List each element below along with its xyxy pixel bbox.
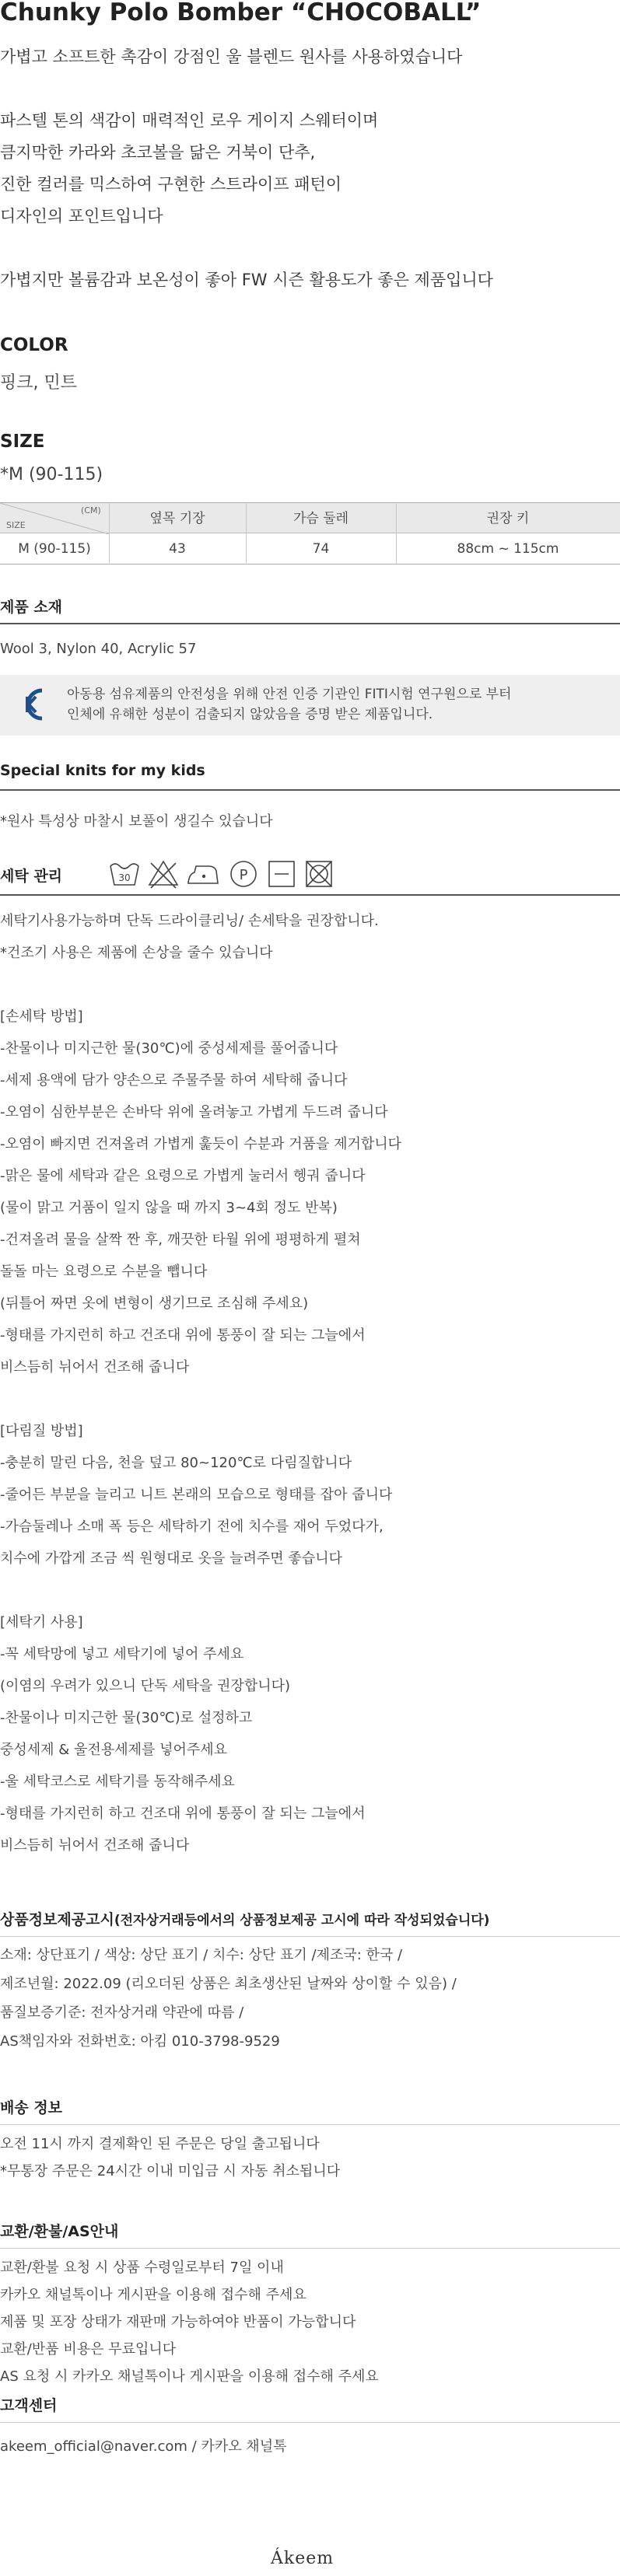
care-line: -줄어든 부분을 늘리고 니트 본래의 모습으로 형태를 잡아 줍니다	[0, 1487, 393, 1503]
section-divider	[0, 2124, 620, 2125]
care-line: -형태를 가지런히 하고 건조대 위에 통풍이 잘 되는 그늘에서	[0, 1327, 366, 1344]
size-row-label: M (90-115)	[18, 541, 91, 557]
cs-heading: 고객센터	[0, 2397, 58, 2414]
care-line: -오염이 심한부분은 손바닥 위에 올려놓고 가볍게 두드려 줍니다	[0, 1104, 388, 1120]
care-line: [손세탁 방법]	[0, 1008, 83, 1025]
no-bleach-icon	[146, 858, 180, 890]
dry-clean-letter: P	[239, 867, 248, 883]
care-line: -울 세탁코스로 세탁기를 동작해주세요	[0, 1774, 235, 1790]
no-tumble-dry-icon	[303, 858, 335, 890]
kc-text-line: 인체에 유해한 성분이 검출되지 않았음을 증명 받은 제품입니다.	[67, 707, 433, 722]
exchange-line: 카카오 채널톡이나 게시판을 이용해 접수해 주세요	[0, 2287, 306, 2303]
notice-line: 소재: 상단표기 / 색상: 상단 표기 / 치수: 상단 표기 /제조국: 한국 /	[0, 1947, 403, 1963]
care-line: -가슴둘레나 소매 폭 등은 세탁하기 전에 치수를 재어 두었다가,	[0, 1519, 384, 1535]
size-col-header: 가슴 둘레	[292, 511, 349, 526]
care-line: -맑은 물에 세탁과 같은 요령으로 가볍게 눌러서 헹궈 줍니다	[0, 1168, 366, 1184]
kids-heading: Special knits for my kids	[0, 762, 205, 779]
size-cell: 74	[312, 541, 330, 557]
care-line: 세탁기사용가능하며 단독 드라이클리닝/ 손세탁을 권장합니다.	[0, 913, 379, 929]
kc-text-line: 아동용 섬유제품의 안전성을 위해 안전 인증 기관인 FITI시험 연구원으로 부터	[67, 687, 512, 702]
material-heading: 제품 소재	[0, 599, 63, 616]
size-col-header: 권장 키	[486, 511, 530, 526]
size-corner-unit: (CM)	[81, 505, 101, 516]
intro-line: 진한 컬러를 믹스하여 구현한 스트라이프 패턴이	[0, 175, 342, 194]
intro-line: 가볍고 소프트한 촉감이 강점인 울 블렌드 원사를 사용하였습니다	[0, 47, 463, 66]
shipping-line: *무통장 주문은 24시간 이내 미입금 시 자동 취소됩니다	[0, 2163, 341, 2179]
care-line: (이염의 우려가 있으니 단독 세탁을 권장합니다)	[0, 1678, 291, 1694]
care-line: -세제 용액에 담가 양손으로 주물주물 하여 세탁해 줍니다	[0, 1072, 348, 1089]
table-divider	[109, 502, 110, 564]
size-corner-label: SIZE	[6, 520, 26, 530]
kc-mark-icon	[19, 686, 50, 723]
care-line: [세탁기 사용]	[0, 1614, 83, 1631]
intro-line: 가볍지만 볼륨감과 보온성이 좋아 FW 시즌 활용도가 좋은 제품입니다	[0, 271, 493, 289]
section-divider	[0, 894, 620, 896]
shipping-line: 오전 11시 까지 결제확인 된 주문은 당일 출고됩니다	[0, 2136, 320, 2152]
intro-line: 큼지막한 카라와 초코볼을 닮은 거북이 단추,	[0, 143, 316, 162]
kids-note: *원사 특성상 마찰시 보풀이 생길수 있습니다	[0, 813, 273, 830]
kc-certification-text	[67, 684, 511, 725]
size-heading: SIZE	[0, 432, 45, 452]
dry-clean-p-icon	[227, 858, 260, 890]
table-divider	[396, 502, 397, 564]
kc-certification-box	[0, 675, 620, 736]
shipping-heading: 배송 정보	[0, 2099, 63, 2116]
cs-contact[interactable]: akeem_official@naver.com / 카카오 채널톡	[0, 2438, 287, 2455]
section-divider	[0, 1936, 620, 1937]
exchange-line: 교환/환불 요청 시 상품 수령일로부터 7일 이내	[0, 2260, 284, 2276]
section-divider	[0, 2248, 620, 2249]
section-divider	[0, 623, 620, 624]
care-line: -꼭 세탁망에 넣고 세탁기에 넣어 주세요	[0, 1646, 244, 1662]
exchange-heading: 교환/환불/AS안내	[0, 2223, 119, 2240]
size-table	[0, 502, 620, 564]
exchange-line: 제품 및 포장 상태가 재판매 가능하여야 반품이 가능합니다	[0, 2314, 356, 2330]
product-title: Chunky Polo Bomber “CHOCOBALL”	[0, 0, 482, 26]
care-line: 비스듬히 뉘어서 건조해 줍니다	[0, 1837, 190, 1854]
dry-flat-icon	[266, 858, 297, 890]
notice-line: 품질보증기준: 전자상거래 약관에 따름 /	[0, 2005, 244, 2021]
notice-heading	[0, 1908, 489, 1929]
notice-heading-bold: 상품정보제공고시	[0, 1911, 114, 1928]
care-line: 돌돌 마는 요령으로 수분을 뺍니다	[0, 1264, 208, 1280]
intro-line: 디자인의 포인트입니다	[0, 207, 163, 225]
size-table-header	[0, 502, 620, 533]
brand-logo: Ákeem	[271, 2549, 335, 2568]
iron-low-icon	[185, 858, 221, 890]
color-value: 핑크, 민트	[0, 373, 77, 393]
notice-line: 제조년월: 2022.09 (리오더된 상품은 최초생산된 날짜와 상이할 수 있음) /	[0, 1976, 457, 1992]
care-line: -찬물이나 미지근한 물(30℃)에 중성세제를 풀어줍니다	[0, 1040, 338, 1057]
care-line: *건조기 사용은 제품에 손상을 줄수 있습니다	[0, 945, 273, 961]
size-col-header: 옆목 기장	[149, 511, 205, 526]
care-line: [다림질 방법]	[0, 1423, 83, 1439]
wash-temp-label: 30	[118, 872, 131, 883]
care-line: (뒤틀어 짜면 옷에 변형이 생기므로 조심해 주세요)	[0, 1295, 309, 1312]
exchange-line: AS 요청 시 카카오 채널톡이나 게시판을 이용해 접수해 주세요	[0, 2368, 379, 2385]
section-divider	[0, 2422, 620, 2423]
notice-heading-rest: (전자상거래등에서의 상품정보제공 고시에 따라 작성되었습니다)	[114, 1913, 490, 1928]
size-table-row	[0, 533, 620, 564]
exchange-line: 교환/반품 비용은 무료입니다	[0, 2341, 177, 2358]
color-heading: COLOR	[0, 335, 68, 355]
care-line: 비스듬히 뉘어서 건조해 줍니다	[0, 1359, 190, 1375]
table-divider	[246, 502, 247, 564]
care-line: -충분히 말린 다음, 천을 덮고 80~120℃로 다림질합니다	[0, 1455, 352, 1471]
care-line: -건져올려 물을 살짝 짠 후, 깨끗한 타월 위에 평평하게 펼쳐	[0, 1232, 361, 1248]
size-cell: 88cm ~ 115cm	[457, 541, 559, 557]
care-line: 중성세제 & 울전용세제를 넣어주세요	[0, 1742, 228, 1758]
care-line: -형태를 가지런히 하고 건조대 위에 통풍이 잘 되는 그늘에서	[0, 1805, 366, 1822]
size-value: *M (90-115)	[0, 465, 103, 484]
material-value: Wool 3, Nylon 40, Acrylic 57	[0, 641, 197, 657]
care-line: -오염이 빠지면 건져올려 가볍게 훑듯이 수분과 거품을 제거합니다	[0, 1136, 402, 1152]
care-line: 치수에 가깝게 조금 씩 원형대로 옷을 늘려주면 좋습니다	[0, 1550, 342, 1567]
care-line: -찬물이나 미지근한 물(30℃)로 설정하고	[0, 1710, 253, 1726]
size-cell: 43	[169, 541, 186, 557]
care-line: (물이 맑고 거품이 일지 않을 때 까지 3~4회 정도 반복)	[0, 1200, 338, 1216]
notice-line: AS책임자와 전화번호: 아킴 010-3798-9529	[0, 2033, 280, 2050]
section-divider	[0, 789, 620, 791]
intro-line: 파스텔 톤의 색감이 매력적인 로우 게이지 스웨터이며	[0, 111, 379, 130]
wash-30-icon	[107, 858, 142, 890]
care-heading: 세탁 관리	[0, 868, 63, 885]
